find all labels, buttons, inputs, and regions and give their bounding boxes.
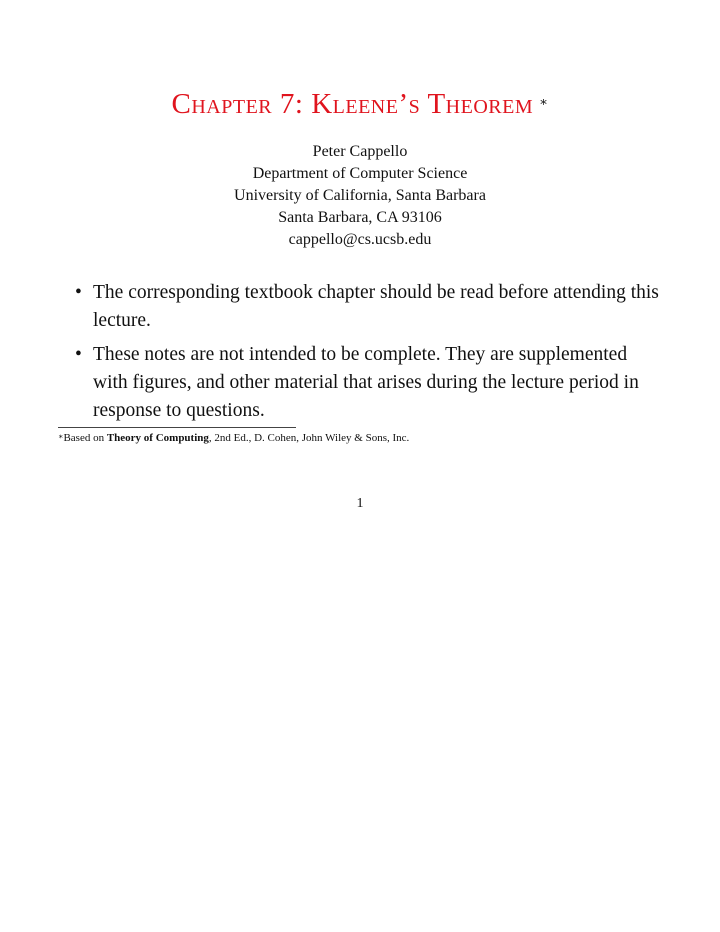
footnote-divider [58,427,296,428]
bullet-list [75,279,665,431]
footnote-mark: ∗ [58,432,64,441]
author-department: Department of Computer Science [252,165,468,182]
author-email: cappello@cs.ucsb.edu [288,231,432,248]
chapter-title [0,86,720,122]
bullet-text: The corresponding textbook chapter should be read before attending this lecture. [93,282,659,331]
footnote-book-title: Theory of Computing [106,432,209,444]
bullet-icon: • [75,282,82,303]
page-number: 1 [356,496,364,511]
bullet-text: These notes are not intended to be complete. They are supplemented with figures, and other material that arises during the lecture period in response to questions. [93,344,639,421]
author-address: Santa Barbara, CA 93106 [278,209,442,226]
author-name: Peter Cappello [312,143,408,160]
footnote-suffix: , 2nd Ed., D. Cohen, John Wiley & Sons, Inc. [208,432,410,444]
title-footnote-mark: ∗ [539,94,549,109]
chapter-title-text: Chapter 7: Kleene’s Theorem [171,88,534,120]
author-university: University of California, Santa Barbara [234,187,486,204]
footnote-prefix: Based on [63,432,107,444]
bullet-icon: • [75,344,82,365]
bullet-item [75,279,665,335]
footnote [58,431,409,445]
author-block [0,141,720,251]
bullet-item [75,341,665,425]
